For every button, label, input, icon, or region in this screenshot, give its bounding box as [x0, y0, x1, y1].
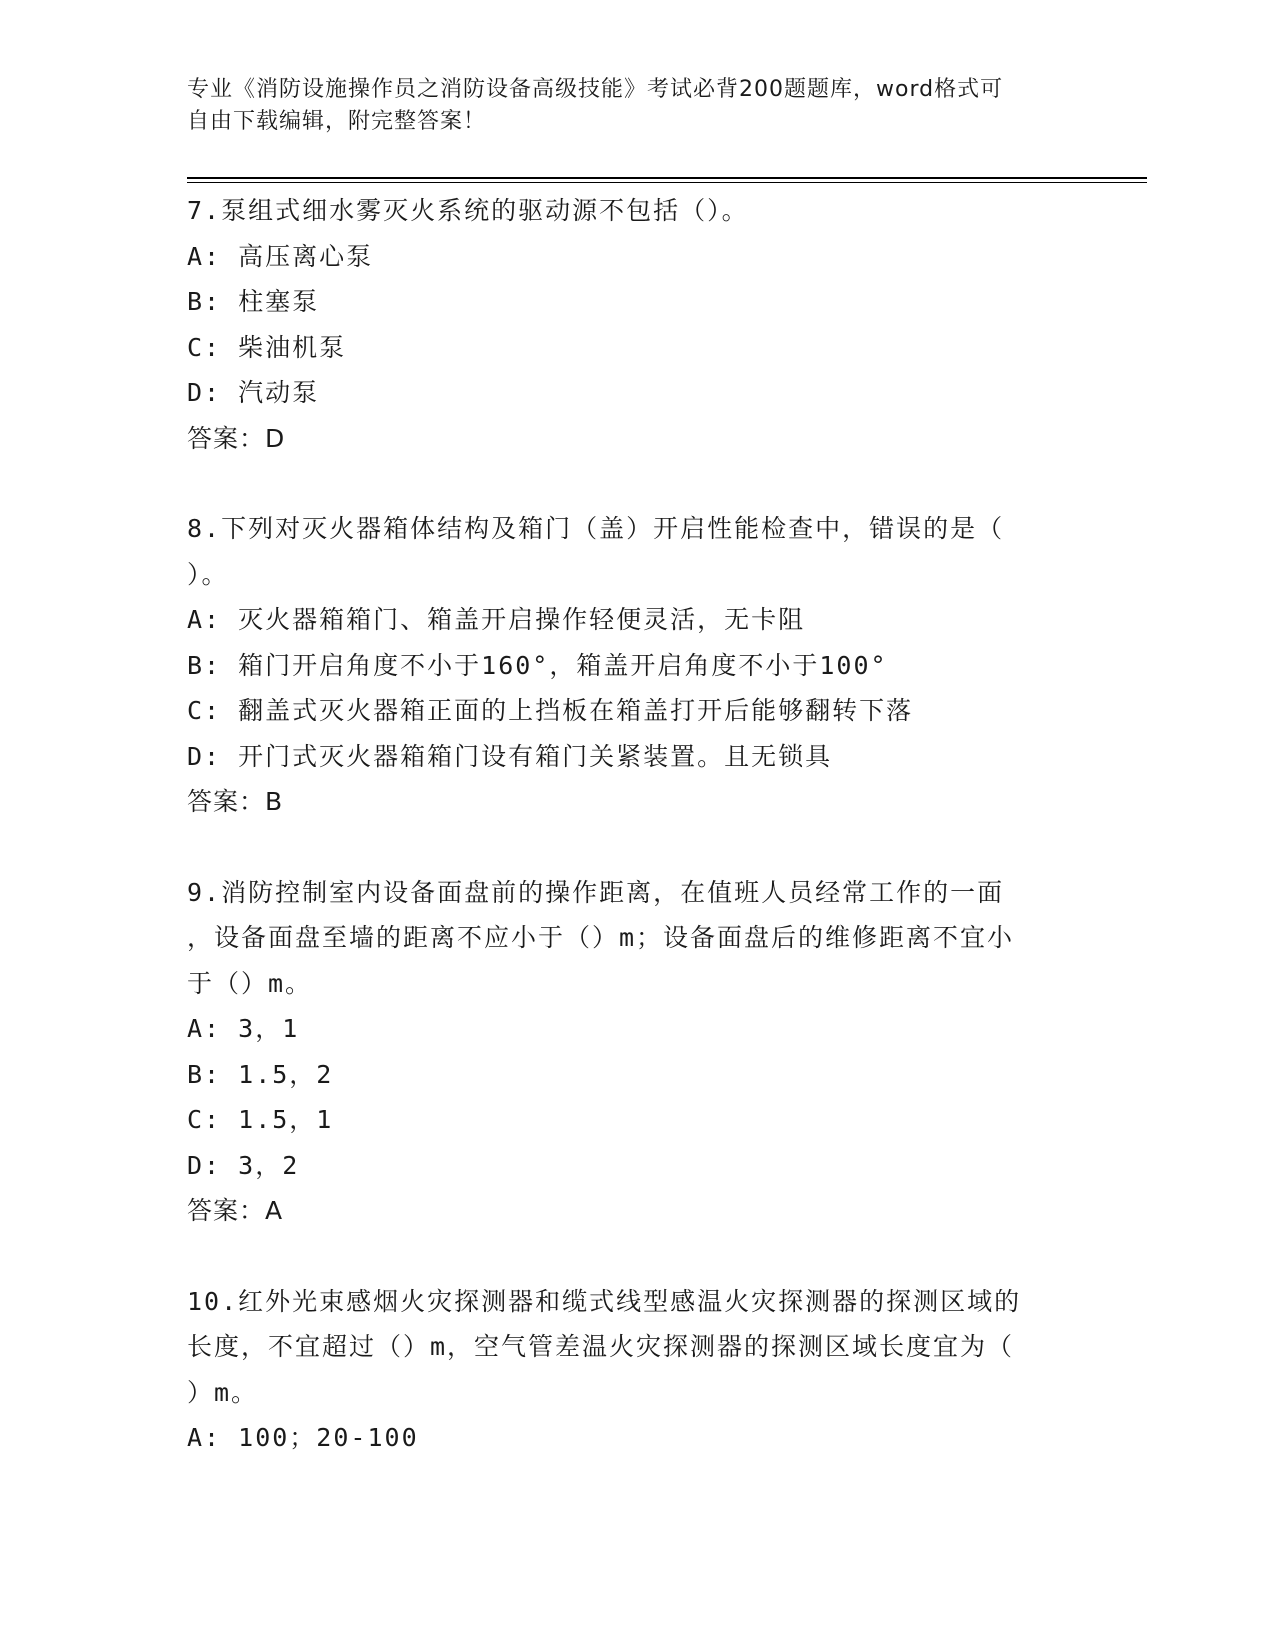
- question-7: [187, 188, 1087, 461]
- option-a: A: 高压离心泵: [187, 241, 374, 271]
- option-a: A: 3，1: [187, 1014, 300, 1043]
- answer: 答案：A: [187, 1196, 284, 1225]
- header-rule-thick: [187, 177, 1147, 179]
- option-c: C: 柴油机泵: [187, 332, 347, 362]
- question-10: [187, 1279, 1087, 1461]
- header-line-1: 专业《消防设施操作员之消防设备高级技能》考试必背200题题库，word格式可: [187, 77, 1004, 102]
- option-b: B: 柱塞泵: [187, 287, 320, 316]
- header-rule-thin: [187, 182, 1147, 183]
- option-a: A: 灭火器箱箱门、箱盖开启操作轻便灵活，无卡阻: [187, 605, 806, 634]
- question-stem: 长度，不宜超过（）m，空气管差温火灾探测器的探测区域长度宜为（: [187, 1332, 1015, 1361]
- option-b: B: 1.5，2: [187, 1059, 334, 1089]
- header-line-2: 自由下载编辑，附完整答案！: [187, 109, 487, 134]
- option-c: C: 翻盖式灭火器箱正面的上挡板在箱盖打开后能够翻转下落: [187, 696, 914, 725]
- option-c: C: 1.5，1: [187, 1105, 334, 1134]
- question-stem: ，设备面盘至墙的距离不应小于（）m；设备面盘后的维修距离不宜小: [187, 923, 1015, 952]
- answer: 答案：D: [187, 423, 286, 453]
- question-stem: 7.泵组式细水雾灭火系统的驱动源不包括（）。: [187, 196, 749, 225]
- option-a: A: 100；20-100: [187, 1423, 419, 1452]
- question-list: [187, 188, 1087, 1461]
- question-stem: ）m。: [187, 1377, 259, 1407]
- option-b: B: 箱门开启角度不小于160°，箱盖开启角度不小于100°: [187, 650, 888, 680]
- question-stem: ）。: [187, 559, 229, 589]
- question-stem: 10.红外光束感烟火灾探测器和缆式线型感温火灾探测器的探测区域的: [187, 1286, 1022, 1316]
- option-d: D: 3，2: [187, 1150, 300, 1180]
- question-stem: 8.下列对灭火器箱体结构及箱门（盖）开启性能检查中，错误的是（: [187, 514, 1005, 543]
- question-stem: 9.消防控制室内设备面盘前的操作距离，在值班人员经常工作的一面: [187, 877, 1005, 907]
- option-d: D: 汽动泵: [187, 378, 320, 407]
- answer: 答案：B: [187, 787, 284, 816]
- question-9: [187, 870, 1087, 1234]
- question-stem: 于（）m。: [187, 968, 313, 998]
- question-8: [187, 506, 1087, 825]
- document-header: [187, 74, 1087, 138]
- option-d: D: 开门式灭火器箱箱门设有箱门关紧装置。且无锁具: [187, 741, 833, 771]
